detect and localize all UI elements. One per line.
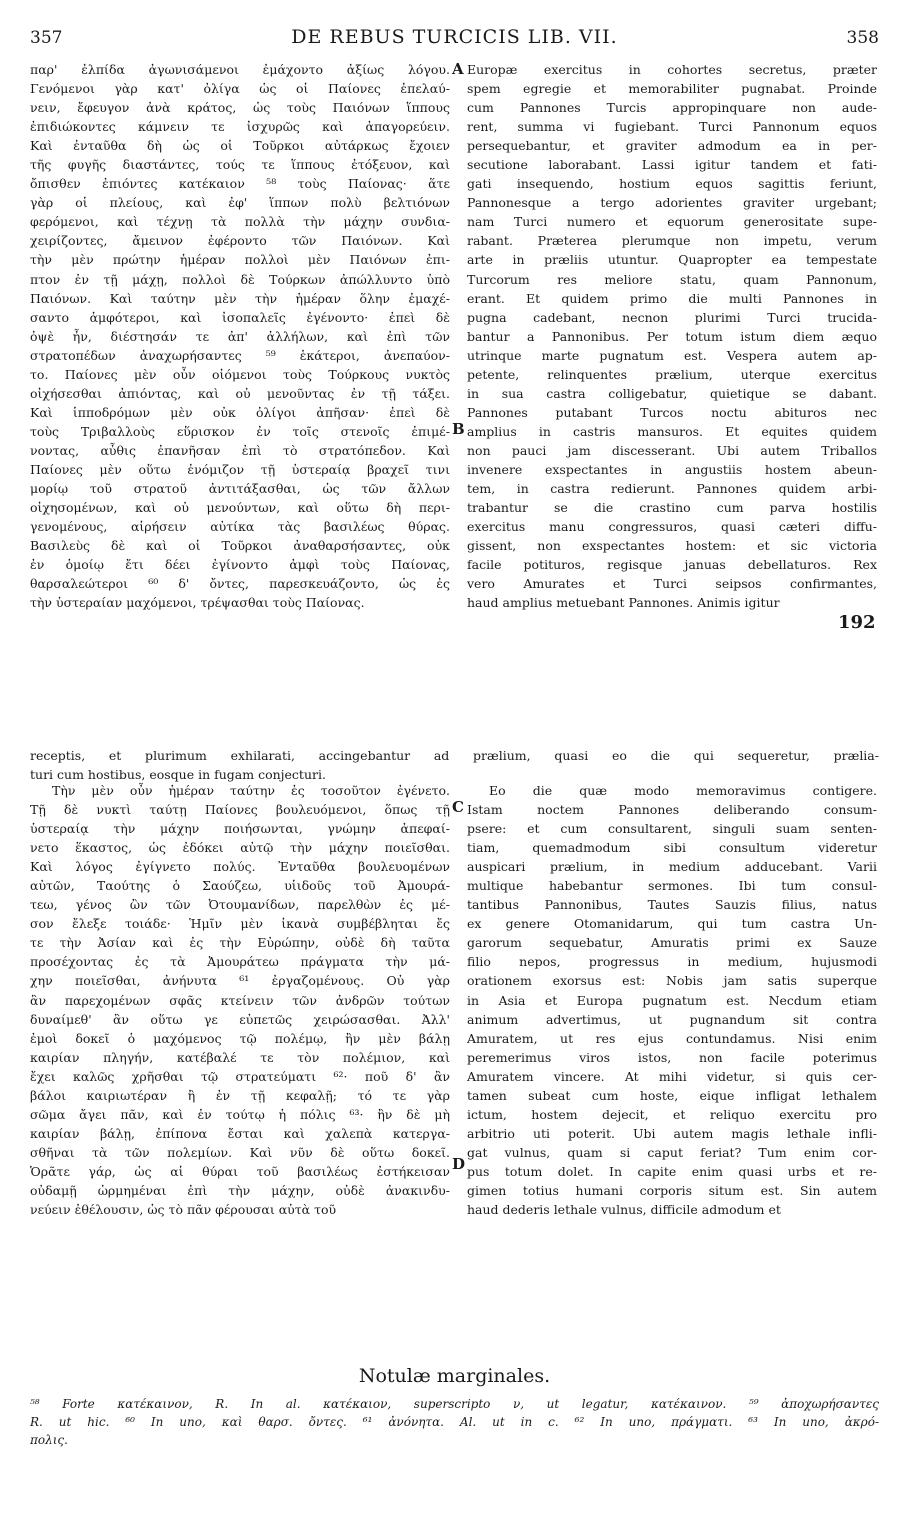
- text-line: R. ut hic. ⁶⁰ In uno, καὶ θαρσ. ὄντες. ⁶¹ ἀνόνητα. Al. ut in c. ⁶² In uno, πράγματι. ⁶³ In uno, ἀκρό-: [30, 1415, 879, 1429]
- text-line: τεω, γένος ὢν τῶν Ὀτουμανίδων, παρελθὼν ἐς μέ-: [30, 897, 450, 913]
- text-line: ἂν παρεχομένων σφᾶς κτείνειν τῶν ἀνδρῶν τούτων: [30, 992, 450, 1008]
- text-line: τοὺς Τριβαλλοὺς εὕρισκον ἐν τοῖς στενοῖς ἐπιμέ-: [30, 423, 450, 439]
- text-line: νειν, ἔφευγον ἀνὰ κράτος, ὡς τοὺς Παιόνων ἵππους: [30, 100, 450, 116]
- text-line: tem, in castra redierunt. Pannones quidem arbi-: [467, 481, 877, 497]
- text-line: σαντο ἀμφότεροι, καὶ ἰσοπαλεῖς ἐγένοντο· ἐπεὶ δὲ: [30, 309, 450, 325]
- text-line: erant. Et quidem primo die multi Pannones in: [467, 290, 877, 306]
- text-line: in sua castra colligebatur, quietique se dabant.: [467, 385, 877, 401]
- text-line: pugna cadebant, necnon plurimi Turci trucida-: [467, 309, 877, 325]
- text-line: ὀψὲ ἦν, διέστησάν τε ἀπ' ἀλλήλων, καὶ ἐπὶ τῶν: [30, 328, 450, 344]
- text-line: arbitrio uti poterit. Ubi autem magis lethale infli-: [467, 1125, 877, 1141]
- text-line: arte in præliis utuntur. Quapropter ea tempestate: [467, 252, 877, 268]
- text-line: exercitus manu congressuros, quasi cæteri diffu-: [467, 519, 877, 535]
- text-line: ὄπισθεν ἐπιόντες κατέκαιον ⁵⁸ τοὺς Παίονας· ἅτε: [30, 176, 450, 192]
- text-line: tiam, quemadmodum sibi consultum videretur: [467, 840, 877, 856]
- text-line: Istam noctem Pannones deliberando consum-: [467, 802, 877, 818]
- text-line: facile potituros, regisque januas debellaturos. Rex: [467, 557, 877, 573]
- section-marker-b: B: [452, 420, 465, 438]
- text-line: πτον ἐν τῇ μάχῃ, πολλοὶ δὲ Τούρκων ἀπώλλυντο ὑπὸ: [30, 271, 450, 287]
- text-line: cum Pannones Turcis appropinquare non aude-: [467, 100, 877, 116]
- text-line: gati insequendo, hostium equos sagittis feriunt,: [467, 176, 877, 192]
- text-line: γὰρ οἱ πλείους, καὶ ἐφ' ἵππων πολὺ βελτιόνων: [30, 195, 450, 211]
- text-line: το. Παίονες μὲν οὖν οἰόμενοι τοὺς Τούρκους νυκτὸς: [30, 366, 450, 382]
- text-line: νοντας, αὖθις ἐπανῆσαν ἐπὶ τὸ στρατόπεδον. Καὶ: [30, 442, 450, 458]
- running-header: [30, 22, 879, 52]
- text-line: rent, summa vi fugiebant. Turci Pannonum equos: [467, 119, 877, 135]
- text-line: τὴν ὑστεραίαν μαχόμενοι, τρέψασθαι τοὺς Παίονας.: [30, 595, 365, 611]
- text-line: προσέχοντας ἐς τὰ Ἀμουράτεω πράγματα τὴν μά-: [30, 954, 450, 970]
- text-line: rabant. Præterea plerumque non impetu, verum: [467, 233, 877, 249]
- text-line: gissent, non exspectantes hostem: et sic victoria: [467, 538, 877, 554]
- text-line: animum advertimus, ut pugnandum sit contra: [467, 1011, 877, 1027]
- text-line: τὴν μὲν πρώτην ἡμέραν πολλοὶ μὲν Παιόνων ἐπι-: [30, 252, 450, 268]
- text-line: οἰχησομένων, καὶ οὐ μενούντων, καὶ οὕτω δὴ περι-: [30, 500, 450, 516]
- text-line: haud dederis lethale vulnus, difficile admodum et: [467, 1202, 781, 1218]
- text-line: multique habebantur sermones. Ibi tum consul-: [467, 878, 877, 894]
- text-line: βάλοι καιριωτέραν ἢ ἐν τῇ κεφαλῇ; τό τε γὰρ: [30, 1087, 450, 1103]
- text-line: Turcorum res meliore statu, quam Pannonum,: [467, 271, 877, 287]
- text-line: ictum, hostem dejecit, et reliquo exercitu pro: [467, 1106, 877, 1122]
- text-line: θαρσαλεώτεροι ⁶⁰ δ' ὄντες, παρεσκευάζοντο, ὡς ἐς: [30, 576, 450, 592]
- text-line: ὑστεραίᾳ τὴν μάχην ποιήσωνται, γνώμην ἀπεφαί-: [30, 821, 450, 837]
- text-line: amplius in castris mansuros. Et equites quidem: [467, 423, 877, 439]
- text-line: ἐπιδιώκοντες κάμνειν τε ἰσχυρῶς καὶ ἀπαγορεύειν.: [30, 119, 450, 135]
- text-line: nam Turci numero et equorum generositate supe-: [467, 214, 877, 230]
- text-line: invenere exspectantes in angustiis hostem abeun-: [467, 461, 877, 477]
- greek-column-bottom: [30, 781, 450, 1219]
- text-line: Amuratem vincere. At mihi videtur, si quis cer-: [467, 1068, 877, 1084]
- text-line: gat vulnus, quam si caput feriat? Tum enim cor-: [467, 1144, 877, 1160]
- text-line: utrinque marte pugnatum est. Vespera autem ap-: [467, 347, 877, 363]
- text-line: ⁵⁸ Forte κατέκαινον, R. In al. κατέκαιον, superscripto ν, ut legatur, κατέκαινον. ⁵⁹ ἀποχωρήσαντες: [30, 1397, 879, 1411]
- text-line: τε τὴν Ἀσίαν καὶ ἐς τὴν Εὐρώπην, οὐδὲ δὴ ταῦτα: [30, 935, 450, 951]
- text-line: Τῇ δὲ νυκτὶ ταύτῃ Παίονες βουλευόμενοι, ὅπως τῇ: [30, 802, 450, 818]
- margin-page-number: 192: [838, 612, 876, 633]
- text-line: bantur a Pannonibus. Per totum istum diem æquo: [467, 328, 877, 344]
- text-line: Pannones putabant Turcos noctu abituros nec: [467, 404, 877, 420]
- text-line: petente, relinquentes prælium, uterque exercitus: [467, 366, 877, 382]
- text-line: Παίονες μὲν οὕτω ἐνόμιζον τῇ ὑστεραίᾳ βραχεῖ τινι: [30, 461, 450, 477]
- text-line: Καὶ ἐνταῦθα δὴ ὡς οἱ Τοῦρκοι αὐτάρκως ἔχοιεν: [30, 138, 450, 154]
- text-line: spem egregie et memorabiliter pugnabat. Proinde: [467, 81, 877, 97]
- text-line: μορίῳ τοῦ στρατοῦ ἀντιτάξασθαι, ὡς τῶν ἄλλων: [30, 481, 450, 497]
- text-line: auspicari prælium, in medium adducebant. Varii: [467, 859, 877, 875]
- text-line: filio nepos, progressus in medium, hujusmodi: [467, 954, 877, 970]
- text-line: ex genere Otomanidarum, qui tum castra Un-: [467, 916, 877, 932]
- text-line: Pannonesque a tergo adorientes graviter urgebant;: [467, 195, 877, 211]
- text-line: tamen subeat cum hoste, eique infligat lethalem: [467, 1087, 877, 1103]
- text-line: τῆς φυγῆς διαστάντες, τούς τε ἵππους ἐτόξευον, καὶ: [30, 157, 450, 173]
- text-line: ἔχει καλῶς χρῆσθαι τῷ στρατεύματι ⁶²· ποῦ δ' ἂν: [30, 1068, 450, 1084]
- section-marker-a: A: [452, 60, 464, 78]
- text-line: σον ἔλεξε τοιάδε· Ἡμῖν μὲν ἱκανὰ συμβέβληται ἔς: [30, 916, 450, 932]
- text-line: οὐδαμῇ ὡρμημέναι ἐπὶ τὴν μάχην, οὐδὲ ἀνακινδυ-: [30, 1182, 450, 1198]
- full-width-line-2: turi cum hostibus, eosque in fugam conjecturi.: [30, 767, 326, 782]
- text-line: persequebantur, et graviter admodum ea in per-: [467, 138, 877, 154]
- notes-title: Notulæ marginales.: [358, 1365, 551, 1387]
- page-number-right: 358: [846, 28, 879, 48]
- text-line: secutione laborabant. Lassi igitur tandem et fati-: [467, 157, 877, 173]
- text-line: Amuratem, ut res ejus contundamus. Nisi enim: [467, 1030, 877, 1046]
- text-line: vero Amurates et Turci seipsos confirmantes,: [467, 576, 877, 592]
- text-line: gimen totius humani corporis situm est. Sin autem: [467, 1182, 877, 1198]
- text-line: σῶμα ἄγει πᾶν, καὶ ἐν τούτῳ ἡ πόλις ⁶³· ἢν δὲ μὴ: [30, 1106, 450, 1122]
- section-marker-d: D: [452, 1155, 466, 1173]
- marginal-notes: [30, 1395, 879, 1449]
- text-line: καιρίαν βάλῃ, ἐπίπονα ἔσται καὶ χαλεπὰ κατεργα-: [30, 1125, 450, 1141]
- text-line: Eo die quæ modo memoravimus contigere.: [489, 783, 877, 798]
- text-line: Ὁρᾶτε γάρ, ὡς αἱ θύραι τοῦ βασιλέως ἐστήκεισαν: [30, 1163, 450, 1179]
- text-line: Παιόνων. Καὶ ταύτην μὲν τὴν ἡμέραν ὅλην ἐμαχέ-: [30, 290, 450, 306]
- text-line: garorum sequebatur, Amuratis primi ex Sauze: [467, 935, 877, 951]
- text-line: φερόμενοι, καὶ τέχνῃ τὰ πολλὰ τὴν μάχην συνδια-: [30, 214, 450, 230]
- full-width-line-1: receptis, et plurimum exhilarati, accingebantur ad prælium, quasi eo die qui sequeretur, prælia-: [30, 748, 879, 763]
- text-line: Γενόμενοι γὰρ κατ' ὀλίγα ὡς οἱ Παίονες ἐπελαύ-: [30, 81, 450, 97]
- text-line: ἐμοὶ δοκεῖ ὁ μαχόμενος τῷ πολέμῳ, ἢν μὲν βάλῃ: [30, 1030, 450, 1046]
- text-line: psere: et cum consultarent, singuli suam senten-: [467, 821, 877, 837]
- text-line: στρατοπέδων ἀναχωρήσαντες ⁵⁹ ἑκάτεροι, ἀνεπαύον-: [30, 347, 450, 363]
- text-line: γενομένους, αἱρήσειν αὐτίκα τὰς βασιλέως θύρας.: [30, 519, 450, 535]
- text-line: in Asia et Europa pugnatum est. Necdum etiam: [467, 992, 877, 1008]
- text-line: pus totum dolet. In capite enim quasi urbs et re-: [467, 1163, 877, 1179]
- text-line: orationem exorsus est: Nobis jam satis superque: [467, 973, 877, 989]
- text-line: πολις.: [30, 1433, 68, 1447]
- text-line: haud amplius metuebant Pannones. Animis igitur: [467, 595, 780, 611]
- text-line: νεύειν ἐθέλουσιν, ὡς τὸ πᾶν φέρουσαι αὐτὰ τοῦ: [30, 1202, 337, 1218]
- latin-column-top: [467, 60, 877, 612]
- text-line: Καὶ λόγος ἐγίγνετο πολύς. Ἐνταῦθα βουλευομένων: [30, 859, 450, 875]
- text-line: καιρίαν πληγήν, κατέβαλέ τε τὸν πολέμιον, καὶ: [30, 1049, 450, 1065]
- section-marker-c: C: [452, 798, 464, 816]
- text-line: tantibus Pannonibus, Tautes Sauzis filius, natus: [467, 897, 877, 913]
- text-line: παρ' ἐλπίδα ἀγωνισάμενοι ἐμάχοντο ἀξίως λόγου.: [30, 62, 450, 77]
- text-line: σθῆναι τὰ τῶν πολεμίων. Καὶ νῦν δὲ οὕτω δοκεῖ.: [30, 1144, 450, 1160]
- text-line: ἐν ὁμοίῳ ἔτι δέει ἐγίνοντο ἀμφὶ τοὺς Παίονας,: [30, 557, 450, 573]
- greek-column-top: [30, 60, 450, 612]
- text-line: αὐτῶν, Ταούτης ὁ Σαούζεω, υἱιδοῦς τοῦ Ἀμουρά-: [30, 878, 450, 894]
- text-line: Τὴν μὲν οὖν ἡμέραν ταύτην ἐς τοσοῦτον ἐγένετο.: [52, 783, 450, 798]
- text-line: Europæ exercitus in cohortes secretus, præter: [467, 62, 877, 77]
- running-title: DE REBUS TURCICIS LIB. VII.: [291, 26, 618, 48]
- text-line: οἰχήσεσθαι ἀπιόντας, καὶ οὐ μενοῦντας ἐν τῇ τάξει.: [30, 385, 450, 401]
- page-number-left: 357: [30, 28, 63, 48]
- text-line: χειρίζοντες, ἄμεινον ἐφέροντο τῶν Παιόνων. Καὶ: [30, 233, 450, 249]
- text-line: trabantur se die crastino cum parva hostilis: [467, 500, 877, 516]
- text-line: peremerimus viros istos, non facile poterimus: [467, 1049, 877, 1065]
- text-line: χην ποιεῖσθαι, ἀνήνυτα ⁶¹ ἐργαζομένους. Οὐ γὰρ: [30, 973, 450, 989]
- text-line: Βασιλεὺς δὲ καὶ οἱ Τοῦρκοι ἀναθαρσήσαντες, οὐκ: [30, 538, 450, 554]
- text-line: Καὶ ἱπποδρόμων μὲν οὐκ ὀλίγοι ἀπῆσαν· ἐπεὶ δὲ: [30, 404, 450, 420]
- text-line: δυναίμεθ' ἂν οὕτω γε εὐπετῶς χειρώσασθαι. Ἀλλ': [30, 1011, 450, 1027]
- text-line: non pauci jam discesserant. Ubi autem Triballos: [467, 442, 877, 458]
- latin-column-bottom: [467, 781, 877, 1219]
- text-line: νετο ἕκαστος, ὡς ἐδόκει αὐτῷ τὴν μάχην ποιεῖσθαι.: [30, 840, 450, 856]
